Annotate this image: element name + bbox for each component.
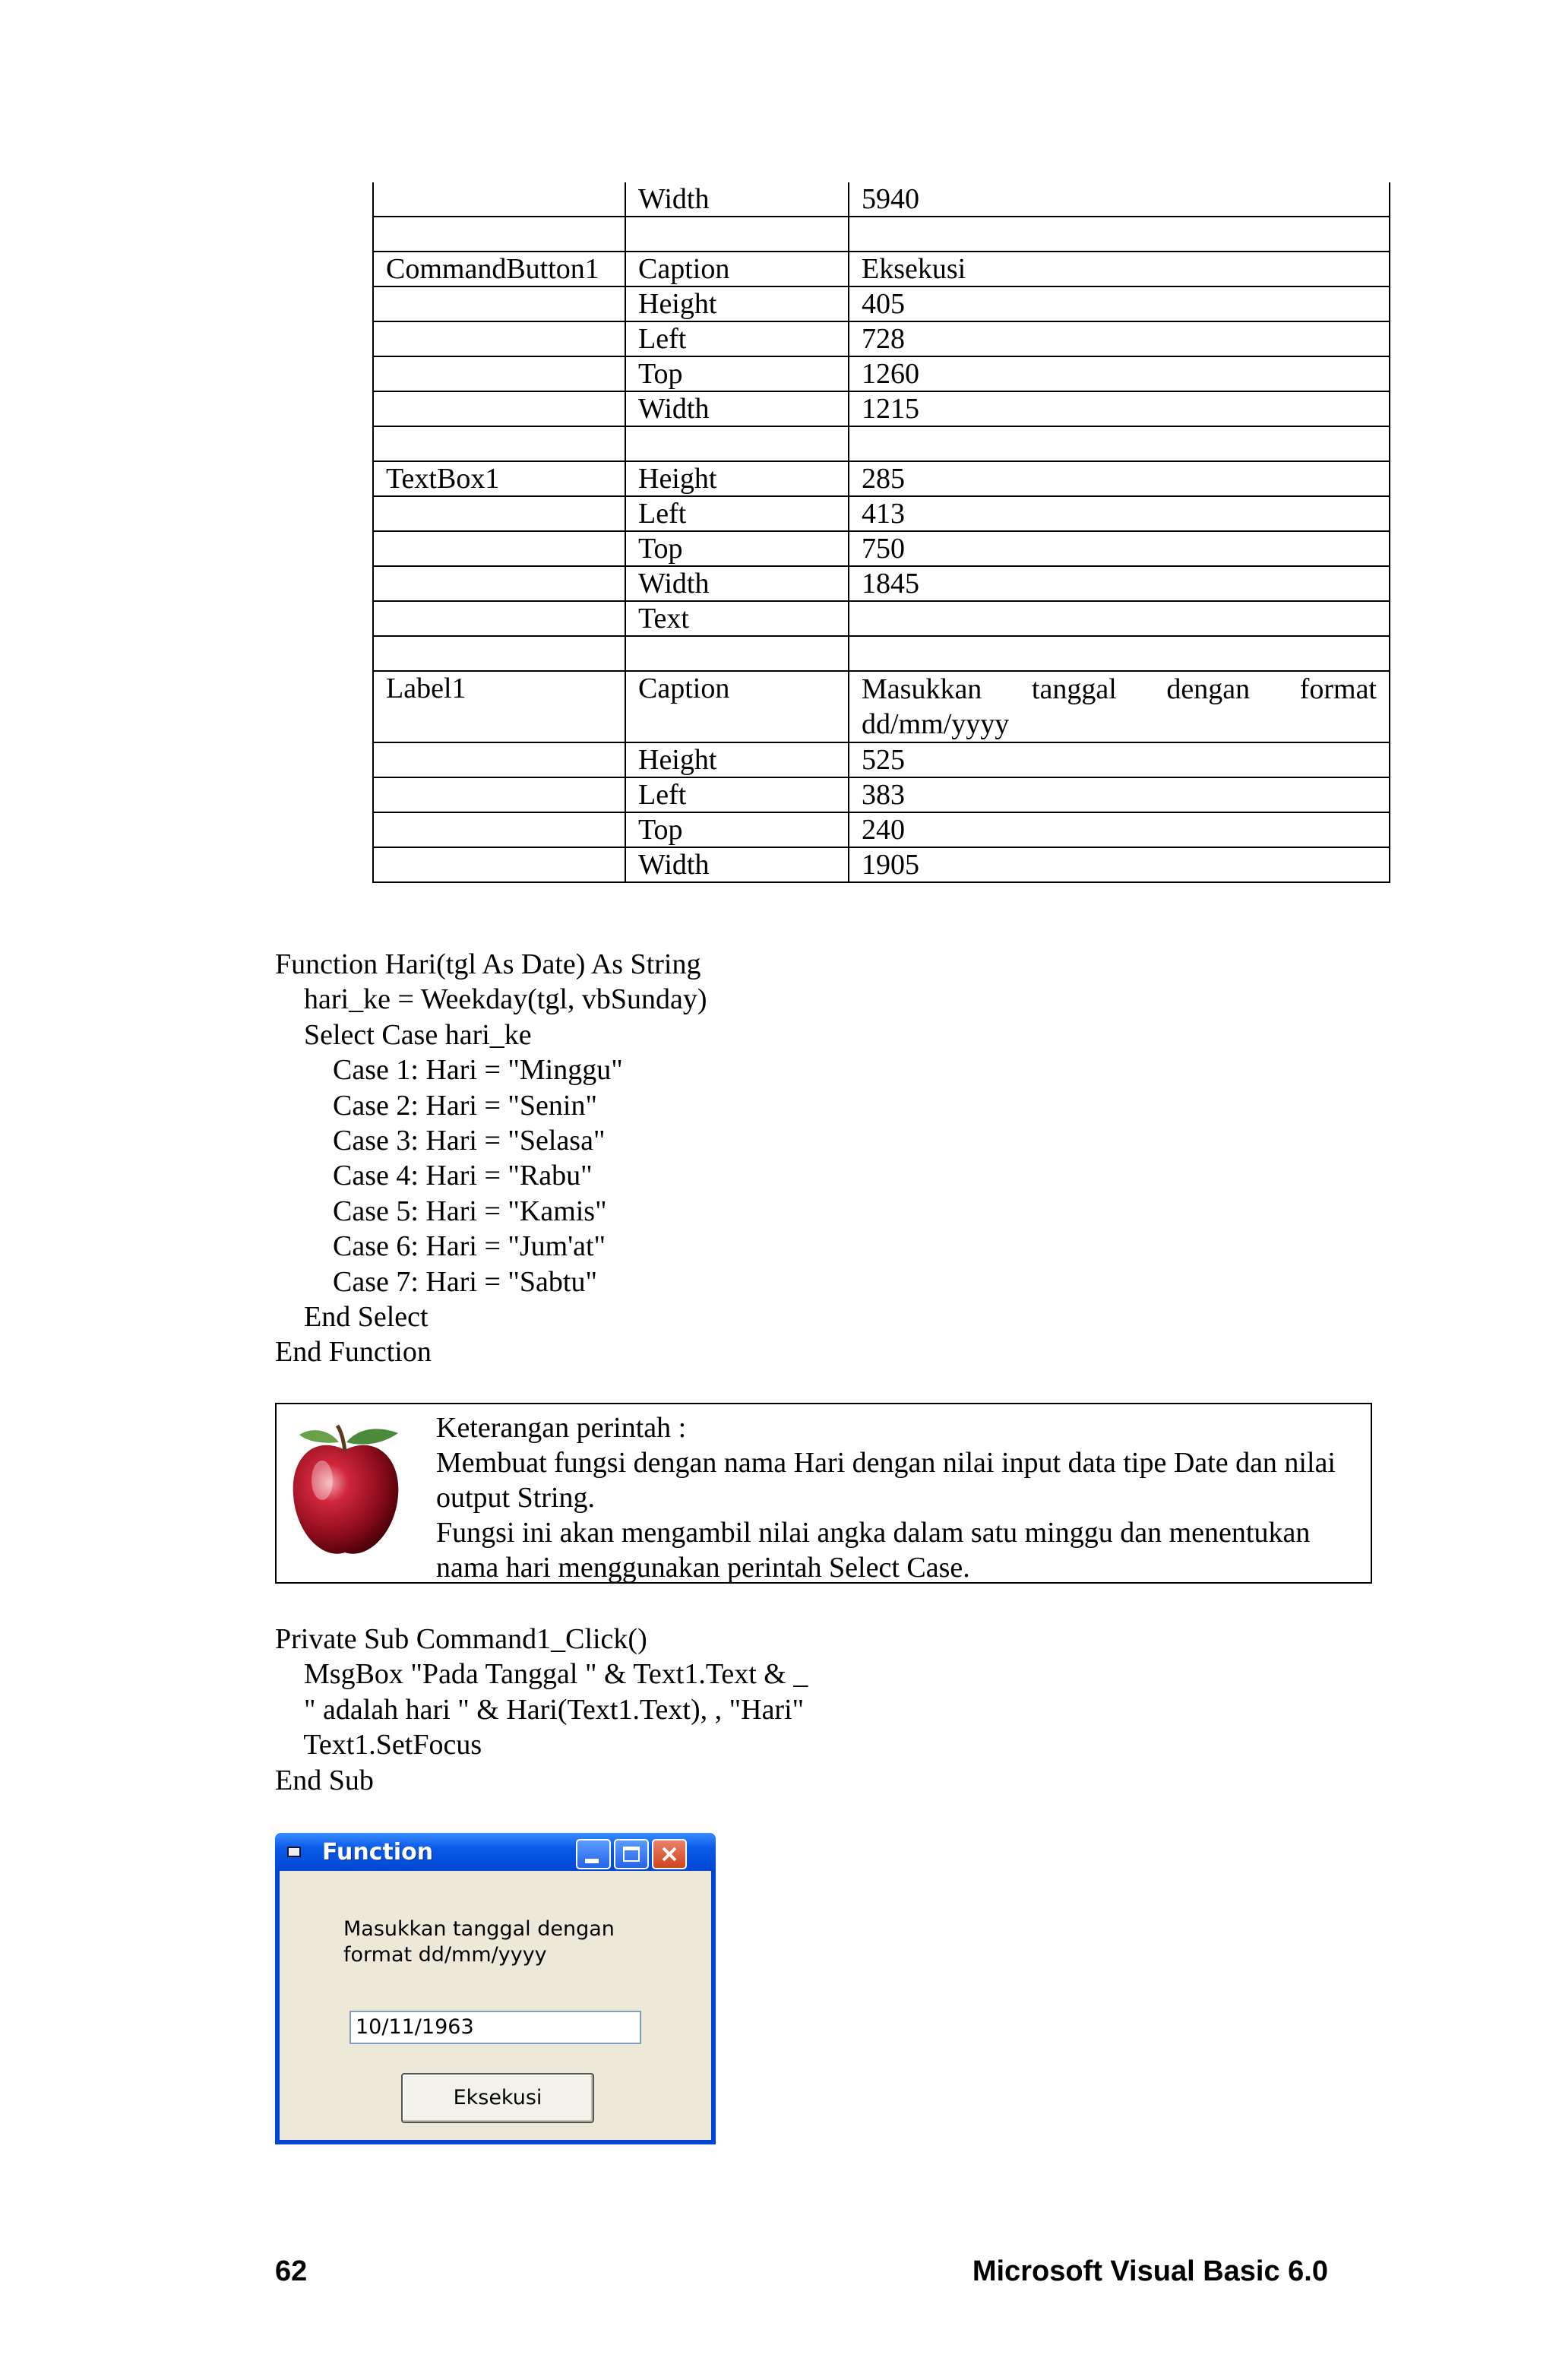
table-row (373, 496, 1390, 531)
table-cell-object (373, 391, 625, 426)
date-format-label: Masukkan tanggal dengan format dd/mm/yyyy (343, 1917, 615, 1967)
table-cell-object (373, 217, 625, 252)
code-line: Case 7: Hari = "Sabtu" (275, 1265, 597, 1298)
table-cell-value: 285 (849, 461, 1390, 496)
table-cell-object (373, 636, 625, 671)
code-line: hari_ke = Weekday(tgl, vbSunday) (275, 983, 707, 1016)
table-cell-value (849, 426, 1390, 461)
code-line: Case 5: Hari = "Kamis" (275, 1195, 607, 1227)
table-cell-property: Caption (625, 252, 849, 286)
table-cell-value: 1845 (849, 566, 1390, 601)
table-cell-property: Top (625, 812, 849, 847)
table-cell-property: Text (625, 601, 849, 636)
table-cell-value: 1215 (849, 391, 1390, 426)
table-cell-object (373, 356, 625, 391)
table-cell-property (625, 636, 849, 671)
table-cell-property: Width (625, 182, 849, 217)
table-cell-value: 525 (849, 742, 1390, 777)
table-cell-object (373, 847, 625, 882)
table-cell-object (373, 601, 625, 636)
table-row (373, 321, 1390, 356)
table-cell-value: 1905 (849, 847, 1390, 882)
code-line: Case 1: Hari = "Minggu" (275, 1054, 623, 1087)
table-row (373, 461, 1390, 496)
window-titlebar[interactable] (275, 1833, 716, 1871)
code-line: Case 6: Hari = "Jum'at" (275, 1230, 606, 1263)
table-row (373, 356, 1390, 391)
table-row (373, 671, 1390, 742)
table-row (373, 426, 1390, 461)
note-line: Fungsi ini akan mengambil nilai angka dalam satu minggu dan menentukan nama hari menggunakan perintah Select Case. (436, 1517, 1311, 1584)
code-line: Private Sub Command1_Click() (275, 1623, 647, 1655)
table-cell-property: Top (625, 356, 849, 391)
table-row (373, 566, 1390, 601)
minimize-icon (585, 1859, 599, 1863)
table-row (373, 286, 1390, 321)
table-row (373, 812, 1390, 847)
table-cell-value: Eksekusi (849, 252, 1390, 286)
code-line: Function Hari(tgl As Date) As String (275, 948, 701, 980)
table-cell-object: Label1 (373, 671, 625, 742)
table-cell-property (625, 217, 849, 252)
table-cell-property: Top (625, 531, 849, 566)
table-cell-value: 728 (849, 321, 1390, 356)
code-line: End Sub (275, 1764, 374, 1796)
table-cell-object (373, 286, 625, 321)
code-line: Case 3: Hari = "Selasa" (275, 1124, 606, 1157)
table-row (373, 742, 1390, 777)
window-title: Function (322, 1839, 434, 1866)
page-number: 62 (275, 2255, 308, 2287)
table-cell-value: 5940 (849, 182, 1390, 217)
table-cell-object (373, 496, 625, 531)
table-cell-value: 750 (849, 531, 1390, 566)
table-cell-value (849, 217, 1390, 252)
table-cell-property: Caption (625, 671, 849, 742)
code-command1-click (275, 1622, 808, 1798)
table-row (373, 252, 1390, 286)
table-cell-value (849, 636, 1390, 671)
note-text (436, 1410, 1358, 1585)
note-box (275, 1403, 1372, 1584)
code-line: MsgBox "Pada Tanggal " & Text1.Text & _ (275, 1658, 808, 1691)
code-line: " adalah hari " & Hari(Text1.Text), , "Hari" (275, 1693, 805, 1726)
note-line: Keterangan perintah : (436, 1412, 687, 1444)
code-line: Case 4: Hari = "Rabu" (275, 1160, 593, 1192)
table-cell-property: Width (625, 566, 849, 601)
eksekusi-button[interactable]: Eksekusi (401, 2073, 594, 2123)
table-cell-property: Width (625, 847, 849, 882)
table-cell-object (373, 321, 625, 356)
table-cell-value: 413 (849, 496, 1390, 531)
table-cell-property: Height (625, 742, 849, 777)
table-row (373, 182, 1390, 217)
table-cell-property: Left (625, 496, 849, 531)
table-row (373, 636, 1390, 671)
table-cell-object (373, 812, 625, 847)
table-cell-object (373, 531, 625, 566)
table-cell-object (373, 566, 625, 601)
table-row (373, 847, 1390, 882)
note-line: Membuat fungsi dengan nama Hari dengan nilai input data tipe Date dan nilai output String. (436, 1447, 1336, 1514)
table-cell-object (373, 182, 625, 217)
table-cell-value: 1260 (849, 356, 1390, 391)
table-cell-object: CommandButton1 (373, 252, 625, 286)
table-row (373, 601, 1390, 636)
date-input[interactable]: 10/11/1963 (349, 2011, 641, 2044)
table-cell-value: 240 (849, 812, 1390, 847)
close-button[interactable] (652, 1839, 687, 1869)
properties-table-body (373, 182, 1390, 882)
table-cell-value: 405 (849, 286, 1390, 321)
table-cell-property: Width (625, 391, 849, 426)
table-cell-property: Left (625, 777, 849, 812)
table-cell-property: Height (625, 286, 849, 321)
properties-table (372, 182, 1390, 883)
close-icon (660, 1845, 678, 1863)
code-line: End Select (275, 1300, 429, 1333)
table-row (373, 531, 1390, 566)
table-cell-object: TextBox1 (373, 461, 625, 496)
code-line: End Function (275, 1336, 432, 1369)
table-cell-property: Height (625, 461, 849, 496)
table-cell-value: Masukkan tanggal dengan format dd/mm/yyyy (849, 671, 1390, 742)
table-cell-property: Left (625, 321, 849, 356)
apple-icon (284, 1419, 406, 1564)
function-window (275, 1833, 716, 2144)
code-line: Text1.SetFocus (275, 1729, 482, 1761)
table-cell-value: 383 (849, 777, 1390, 812)
table-row (373, 391, 1390, 426)
code-function-hari (275, 947, 707, 1370)
code-line: Select Case hari_ke (275, 1018, 532, 1051)
maximize-icon (623, 1847, 640, 1862)
book-title: Microsoft Visual Basic 6.0 (972, 2255, 1328, 2287)
table-row (373, 217, 1390, 252)
table-cell-object (373, 777, 625, 812)
window-icon (287, 1847, 301, 1857)
table-cell-property (625, 426, 849, 461)
table-cell-object (373, 426, 625, 461)
table-cell-value (849, 601, 1390, 636)
window-client-area (280, 1871, 711, 2140)
table-cell-object (373, 742, 625, 777)
minimize-button[interactable] (576, 1839, 611, 1869)
code-line: Case 2: Hari = "Senin" (275, 1089, 597, 1122)
maximize-button[interactable] (614, 1839, 649, 1869)
table-row (373, 777, 1390, 812)
